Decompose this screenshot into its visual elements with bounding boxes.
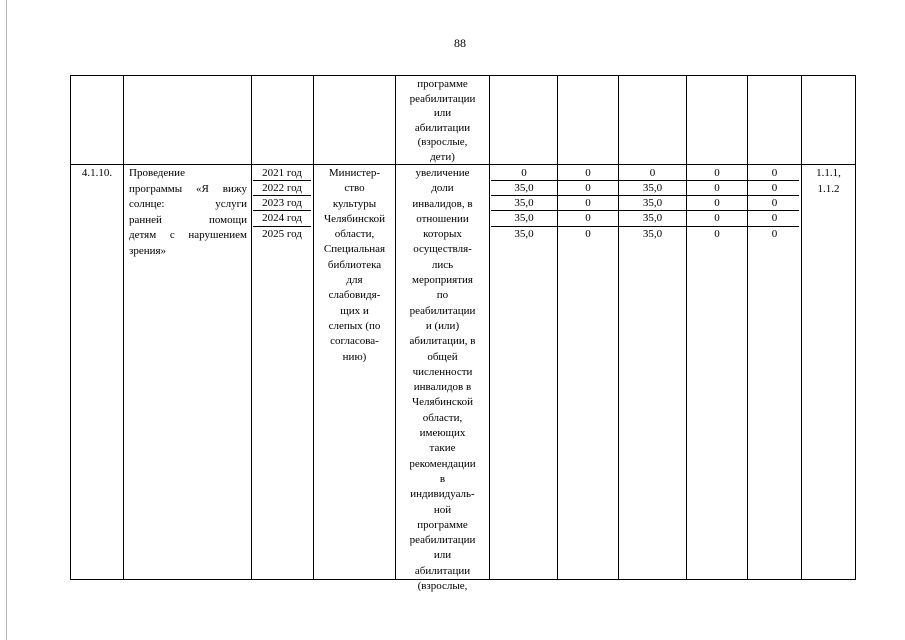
page-number: 88 <box>454 36 466 50</box>
col-line <box>686 75 687 580</box>
entry-code: 4.1.10. <box>81 167 113 179</box>
col-line <box>855 75 856 580</box>
value-cell: 35,0 <box>642 182 663 194</box>
description-line: детям с нарушением <box>129 229 247 241</box>
entry-links: 1.1.1, 1.1.2 <box>816 167 841 195</box>
value-cell: 0 <box>585 212 591 224</box>
year-cell: 2022 год <box>262 182 302 194</box>
value-cell: 35,0 <box>642 228 663 240</box>
value-cell: 0 <box>585 167 591 179</box>
value-cell: 0 <box>649 167 656 179</box>
year-cell: 2023 год <box>262 197 302 209</box>
col-line <box>70 75 71 580</box>
col-line <box>251 75 252 580</box>
value-cell: 0 <box>714 197 720 209</box>
value-cell: 35,0 <box>642 212 663 224</box>
value-cell: 35,0 <box>642 197 663 209</box>
year-cell: 2021 год <box>262 167 302 179</box>
value-cell: 0 <box>585 197 591 209</box>
year-cell: 2024 год <box>262 212 302 224</box>
year-cell: 2025 год <box>262 228 302 240</box>
value-cell: 0 <box>714 228 720 240</box>
binding-edge-line <box>6 0 7 640</box>
description-line: солнце: услуги <box>129 198 247 210</box>
description-line: ранней помощи <box>129 213 247 226</box>
table-top-border <box>70 75 856 76</box>
value-cell: 0 <box>714 182 720 194</box>
value-cell: 35,0 <box>514 182 534 194</box>
value-cell: 0 <box>771 197 778 209</box>
value-cell: 35,0 <box>514 228 534 240</box>
indicator-continuation: программе реабилитации или абилитации (взрослые, дети) <box>409 78 476 163</box>
value-cell: 0 <box>771 212 778 224</box>
entry-indicator: увеличение доли инвалидов, в отношении которых осуществля- лись мероприятия по реабилитации и (или) абилитации, в общей численности инвалидов в Челябинской области, имеющих такие рекомендации в индивидуаль- ной программе реабилитации или абилитации (взрослые, <box>409 167 476 593</box>
entry-executor: Министер- ство культуры Челябинской области, Специальная библиотека для слабовидя- щих и слепых (по согласова- нию) <box>323 167 386 363</box>
description-line: зрения» <box>129 244 167 257</box>
value-cell: 0 <box>714 212 720 224</box>
col-line <box>618 75 619 580</box>
value-cell: 0 <box>585 182 591 194</box>
value-cell: 0 <box>771 167 778 179</box>
value-cell: 35,0 <box>514 212 534 224</box>
value-cell: 0 <box>771 182 778 194</box>
value-cell: 0 <box>585 228 591 240</box>
col-line <box>123 75 124 580</box>
col-line <box>747 75 748 580</box>
row-divider <box>70 164 856 165</box>
entry-description <box>129 166 247 259</box>
value-cell: 35,0 <box>514 197 534 209</box>
col-line <box>489 75 490 580</box>
description-line: Проведение <box>129 167 185 179</box>
value-cell: 0 <box>521 167 527 179</box>
value-cell: 0 <box>771 228 778 240</box>
col-line <box>557 75 558 580</box>
description-line: программы «Я вижу <box>129 182 247 195</box>
value-cell: 0 <box>714 167 720 179</box>
col-line <box>801 75 802 580</box>
